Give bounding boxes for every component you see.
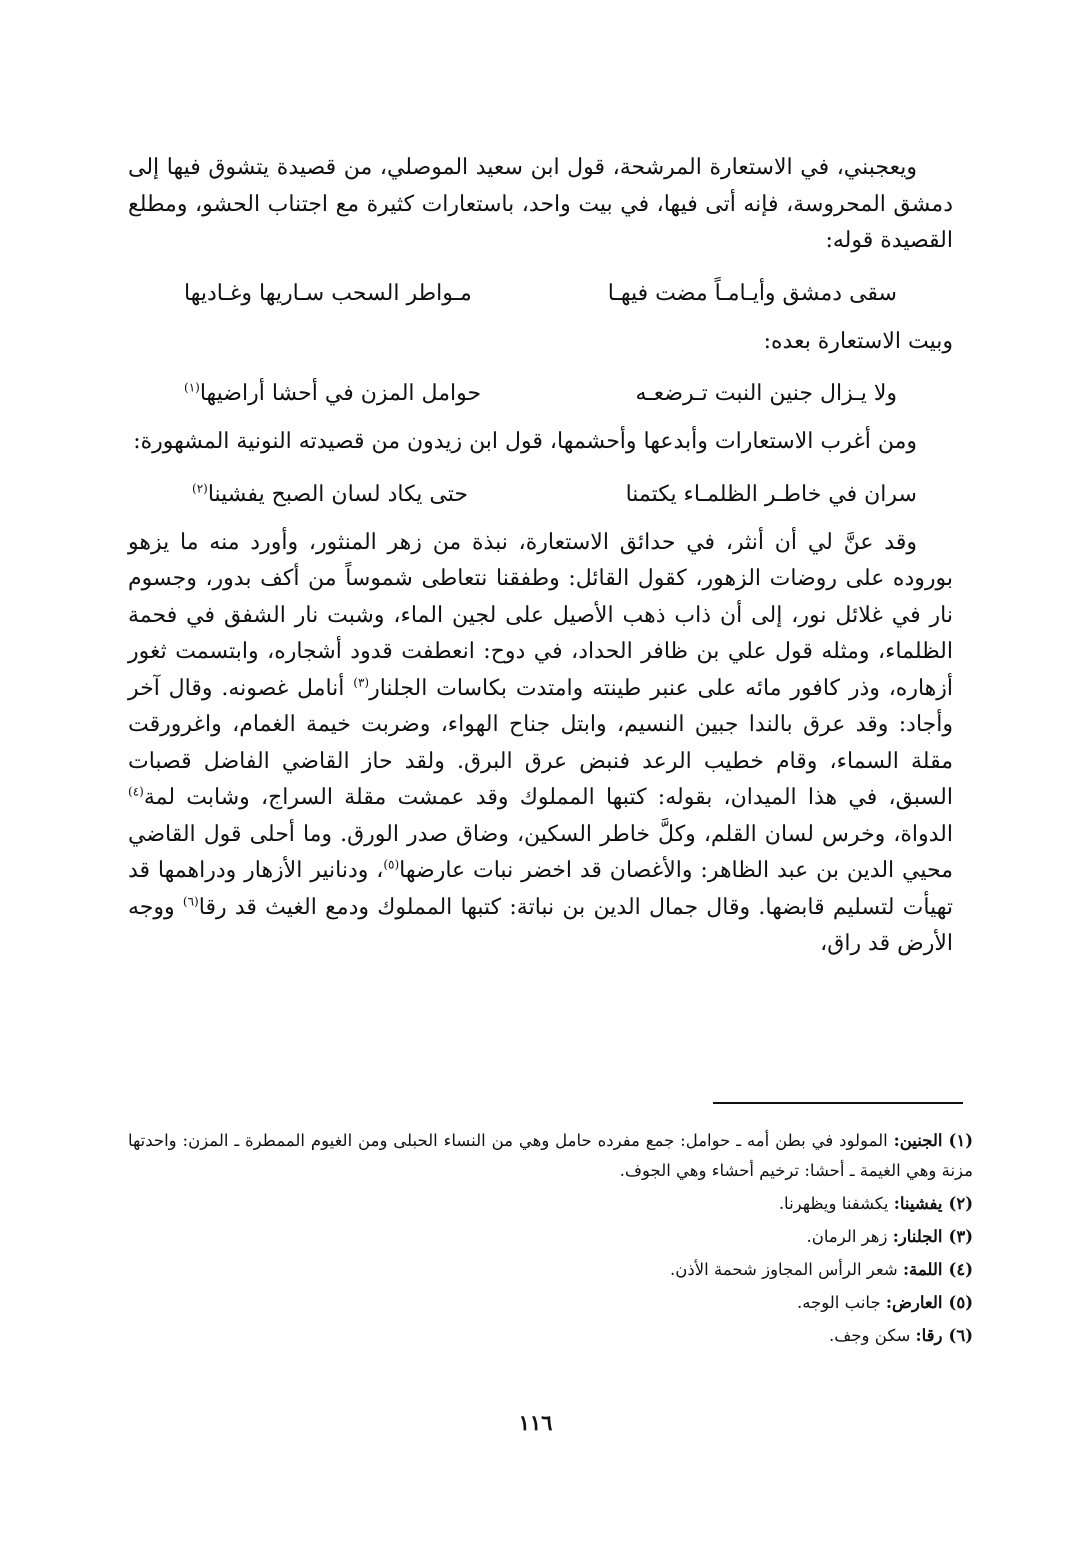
verse-3-first-hemistich: سران في خاطـر الظلمـاء يكتمنا xyxy=(625,481,917,507)
footnote-text: شعر الرأس المجاوز شحمة الأذن. xyxy=(670,1260,903,1279)
footnote-ref-1: (١) xyxy=(184,380,200,395)
paragraph-4-part-b: أنامل غصونه. وقال آخر وأجاد: وقد عرق بالندا جبين النسيم، وابتل جناح الهواء، وضربت خيمة الغمام، واغرورقت مقلة السماء، وقام خطيب الرعد فنبض عرق البرق. ولقد حاز القاضي الفاضل قصبات السبق، في هذا الميدان، بقوله: كتبها المملوك وقد عمشت مقلة السراج، وشابت لمة xyxy=(128,675,953,810)
footnote-text: جانب الوجه. xyxy=(796,1293,886,1312)
footnote-term: العارض: xyxy=(885,1293,943,1312)
footnote-term: رقا: xyxy=(915,1326,943,1345)
footnote-ref-3: (٣) xyxy=(353,675,370,690)
footnote-ref-6: (٦) xyxy=(182,894,199,909)
paragraph-4-part-e: ووجه الأرض قد راق، xyxy=(128,894,953,956)
paragraph-4-part-a: وقد عنَّ لي أن أنثر، في حدائق الاستعارة، نبذة من زهر المنثور، وأورد منه ما يزهو بوروده على روضات الزهور، كقول القائل: وطفقنا نتعاطى شموساً من أكف بدور، وجسوم نار في غلائل نور، إلى أن ذاب ذهب الأصيل على لجين الماء، وشبت نار الشفق في فحمة الظلماء، ومثله قول علي بن ظافر الحداد، في دوح: انعطفت قدود أشجاره، وابتسمت ثغور أزهاره، وذر كافور مائه على عنبر طينته وامتدت بكاسات الجلنار xyxy=(128,529,953,701)
paragraph-1: ويعجبني، في الاستعارة المرشحة، قول ابن سعيد الموصلي، من قصيدة يتشوق فيها إلى دمشق المحروسة، فإنه أتى فيها، في بيت واحد، باستعارات كثيرة مع اجتناب الحشو، ومطلع القصيدة قوله: xyxy=(128,155,953,253)
verse-2-second-hemistich xyxy=(184,376,481,413)
footnote-4 xyxy=(128,1255,973,1285)
paragraph-3: ومن أغرب الاستعارات وأبدعها وأحشمها، قول ابن زيدون من قصيدته النونية المشهورة: xyxy=(133,429,917,454)
paragraph-2: وبيت الاستعارة بعده: xyxy=(763,328,953,354)
footnote-term: الجلنار: xyxy=(892,1227,943,1246)
paragraph-4 xyxy=(128,525,953,963)
footnote-ref-4: (٤) xyxy=(128,784,144,799)
footnote-ref-2: (٢) xyxy=(192,481,208,496)
footnote-number: (٥) xyxy=(948,1293,973,1312)
footnote-text: يكشفنا ويظهرنا. xyxy=(778,1194,894,1213)
footnote-3 xyxy=(128,1222,973,1252)
footnote-term: الجنين: xyxy=(893,1131,943,1150)
verse-3-second-hemistich xyxy=(192,477,468,514)
footnote-term: يفشينا: xyxy=(893,1194,943,1213)
paragraph-4-part-c: الدواة، وخرس لسان القلم، وكلَّ خاطر السكين، وضاق صدر الورق. وما أحلى قول القاضي محيي الدين بن عبد الظاهر: والأغصان قد اخضر نبات عارضها xyxy=(128,821,953,883)
verse-1-first-hemistich: سقى دمشق وأيـامـاً مضت فيهـا xyxy=(607,280,897,306)
verse-1 xyxy=(128,270,953,318)
footnotes xyxy=(128,1126,973,1354)
footnote-text: سكن وجف. xyxy=(829,1326,916,1345)
footnote-6 xyxy=(128,1321,973,1351)
verse-3-second-text: حتى يكاد لسان الصبح يفشينا xyxy=(207,481,468,507)
footnote-text: المولود في بطن أمه ـ حوامل: جمع مفرده حامل وهي من النساء الحبلى ومن الغيوم الممطرة ـ المزن: واحدتها مزنة وهي الغيمة ـ أحشا: ترخيم أحشاء وهي الجوف. xyxy=(128,1131,973,1180)
page-number: ١١٦ xyxy=(518,1410,553,1435)
footnote-number: (٣) xyxy=(948,1227,973,1246)
footnote-term: اللمة: xyxy=(902,1260,943,1279)
footnote-1 xyxy=(128,1126,973,1186)
paragraph-4-part-d: ، ودنانير الأزهار ودراهمها قد تهيأت لتسليم قابضها. وقال جمال الدين بن نباتة: كتبها المملوك ودمع الغيث قد رقا xyxy=(128,858,953,920)
verse-2-first-hemistich: ولا يـزال جنين النبت تـرضعـه xyxy=(635,381,897,406)
footnote-2 xyxy=(128,1189,973,1219)
footnote-number: (٤) xyxy=(948,1260,973,1279)
footnote-number: (١) xyxy=(948,1131,973,1150)
main-text xyxy=(128,150,953,963)
verse-2-second-text: حوامل المزن في أحشا أراضيها xyxy=(199,381,482,406)
verse-1-second-hemistich: مـواطر السحب سـاريها وغـاديها xyxy=(184,280,472,306)
verse-2 xyxy=(128,370,953,418)
footnote-ref-5: (٥) xyxy=(383,857,400,872)
footnote-text: زهر الرمان. xyxy=(806,1227,893,1246)
footnote-divider xyxy=(713,1102,963,1104)
footnote-number: (٢) xyxy=(948,1194,973,1213)
verse-3 xyxy=(128,471,953,519)
footnote-5 xyxy=(128,1288,973,1318)
footnote-number: (٦) xyxy=(948,1326,973,1345)
